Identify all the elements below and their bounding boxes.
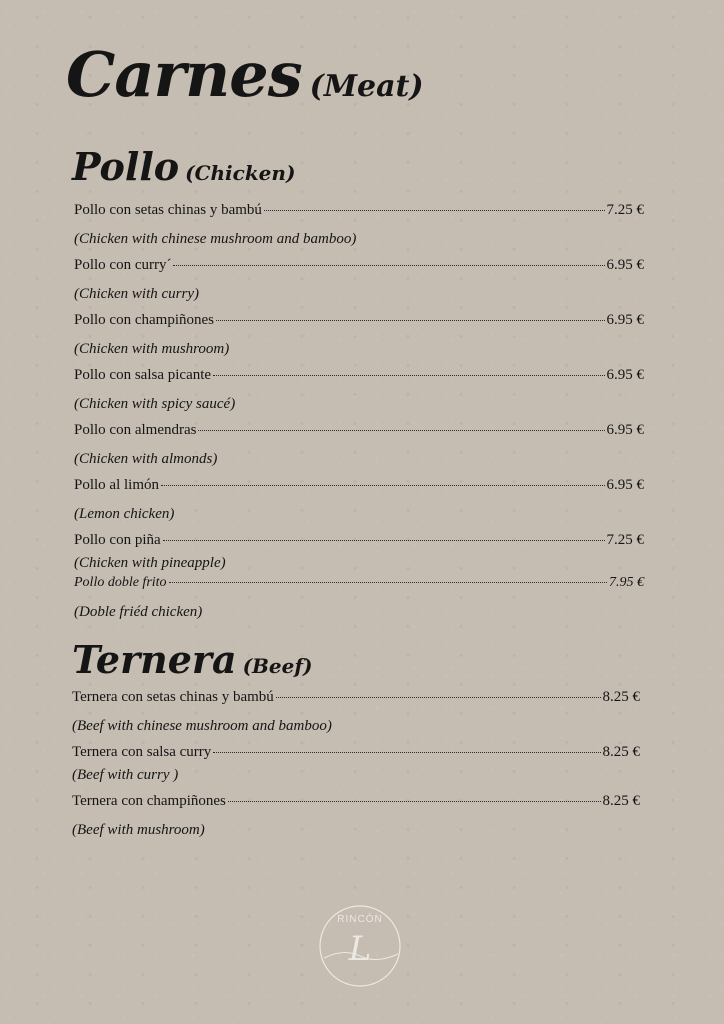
menu-item-price: 6.95 € xyxy=(606,367,644,383)
menu-item-name: Pollo con almendras xyxy=(74,422,197,438)
menu-item-translation: (Chicken with spicy saucé) xyxy=(74,396,236,412)
menu-item xyxy=(72,744,640,766)
menu-item-name: Pollo con curry´ xyxy=(74,257,172,273)
menu-item-price: 7.95 € xyxy=(609,575,644,590)
menu-item-translation: (Chicken with almonds) xyxy=(74,451,218,467)
menu-item-translation: (Lemon chicken) xyxy=(74,506,175,522)
logo-text: RINCÓN xyxy=(337,914,383,925)
logo-monogram: L xyxy=(348,929,372,969)
menu-item-name: Pollo con piña xyxy=(74,532,161,548)
menu-item-price: 6.95 € xyxy=(606,477,644,493)
menu-item-price: 8.25 € xyxy=(602,793,640,809)
menu-item-name: Pollo con setas chinas y bambú xyxy=(74,202,262,218)
menu-item-translation: (Chicken with pineapple) xyxy=(74,555,226,571)
menu-item-translation: (Doble friéd chicken) xyxy=(74,604,203,620)
section-title-text: Ternera xyxy=(72,637,237,682)
menu-item-name: Ternera con salsa curry xyxy=(72,744,212,760)
menu-item-price: 7.25 € xyxy=(606,532,644,548)
menu-item-name: Pollo doble frito xyxy=(74,575,167,590)
menu-item-price: 6.95 € xyxy=(606,422,644,438)
ternera-list xyxy=(72,0,640,1024)
menu-item-name: Pollo con salsa picante xyxy=(74,367,212,383)
dot-leader xyxy=(228,800,601,802)
menu-item-price: 7.25 € xyxy=(606,202,644,218)
dot-leader xyxy=(213,751,600,753)
section-subtitle: (Chicken) xyxy=(185,161,296,185)
menu-item-name: Pollo al limón xyxy=(74,477,160,493)
dot-leader xyxy=(276,696,601,698)
section-title-text: Pollo xyxy=(72,144,180,189)
page-title-sub: (Meat) xyxy=(309,69,424,104)
menu-item-translation: (Beef with curry ) xyxy=(72,767,179,783)
menu-item xyxy=(72,689,640,711)
page-title-main: Carnes xyxy=(66,38,302,111)
menu-item-translation: (Chicken with mushroom) xyxy=(74,341,230,357)
menu-item xyxy=(72,793,640,815)
section-subtitle: (Beef) xyxy=(242,654,313,678)
menu-item-price: 8.25 € xyxy=(602,744,640,760)
menu-item-translation: (Chicken with curry) xyxy=(74,286,199,302)
restaurant-logo xyxy=(314,900,406,992)
menu-item-name: Ternera con champiñones xyxy=(72,793,226,809)
menu-item-translation: (Beef with mushroom) xyxy=(72,822,205,838)
menu-item-name: Pollo con champiñones xyxy=(74,312,214,328)
menu-item-price: 6.95 € xyxy=(606,257,644,273)
menu-item-translation: (Beef with chinese mushroom and bamboo) xyxy=(72,718,332,734)
menu-item-price: 8.25 € xyxy=(602,689,640,705)
menu-item-price: 6.95 € xyxy=(606,312,644,328)
menu-item-translation: (Chicken with chinese mushroom and bamboo) xyxy=(74,231,357,247)
menu-item-name: Ternera con setas chinas y bambú xyxy=(72,689,274,705)
